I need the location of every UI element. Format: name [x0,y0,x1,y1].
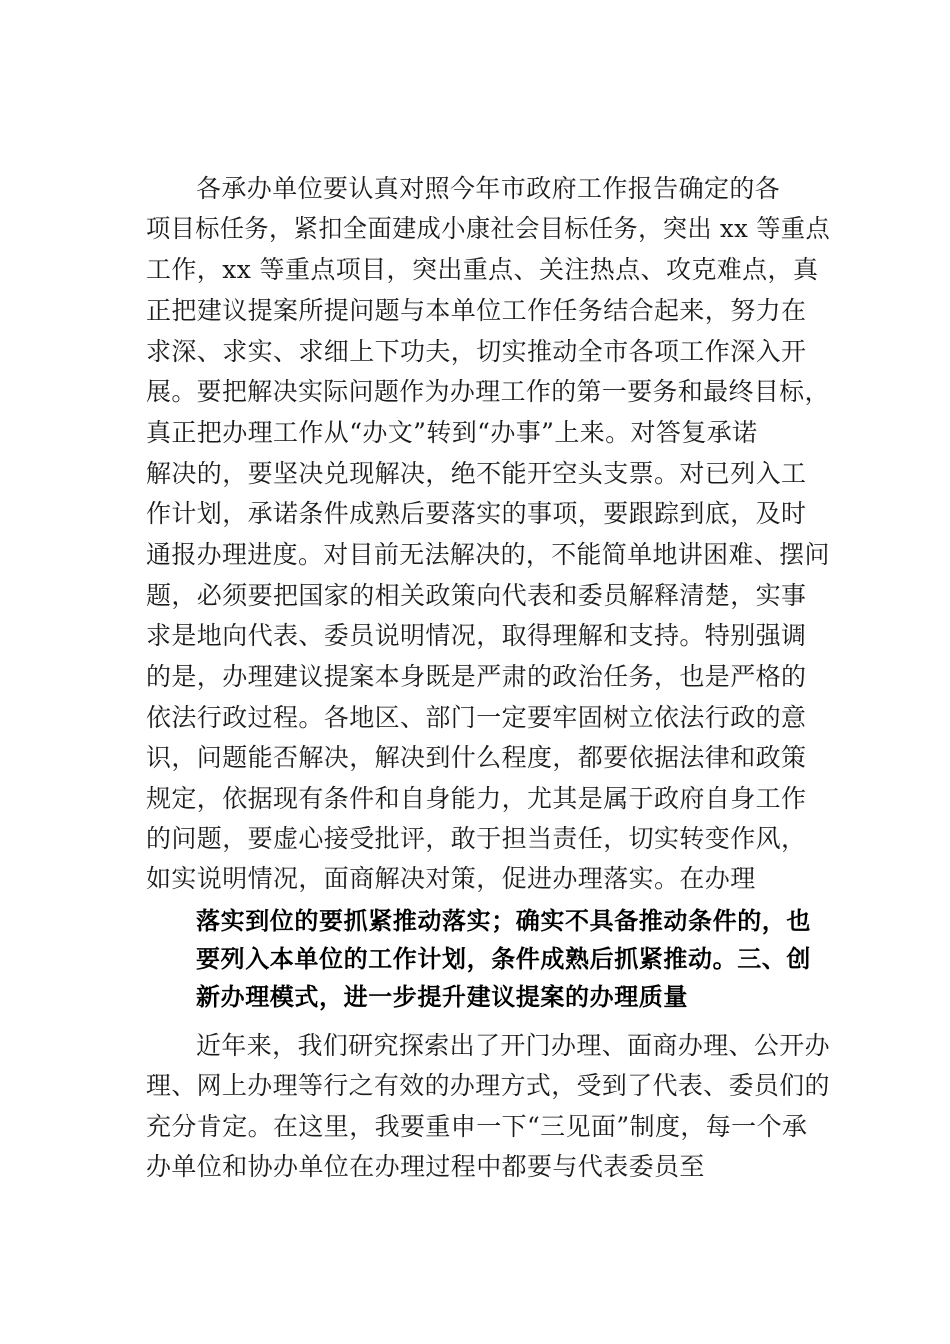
paragraph-1-line: 求是地向代表、委员说明情况，取得理解和支持。特别强调 [146,621,807,650]
paragraph-1-line: 的问题，要虚心接受批评，敢于担当责任，切实转变作风， [146,824,807,853]
paragraph-1-line: 展。要把解决实际问题作为办理工作的第一要务和最终目标， [146,377,830,406]
paragraph-1-line: 识，问题能否解决，解决到什么程度，都要依据法律和政策 [146,743,807,772]
paragraph-1-line: 工作，xx 等重点项目，突出重点、关注热点、攻克难点，真 [146,255,819,284]
paragraph-1-line: 的是，办理建议提案本身既是严肃的政治任务，也是严格的 [146,662,807,691]
paragraph-2-line: 理、网上办理等行之有效的办理方式，受到了代表、委员们的 [146,1071,830,1100]
paragraph-1-line: 作计划，承诺条件成熟后要落实的事项，要跟踪到底，及时 [146,499,807,528]
paragraph-1-line: 规定，依据现有条件和自身能力，尤其是属于政府自身工作 [146,784,807,813]
section-heading-line: 落实到位的要抓紧推动落实；确实不具备推动条件的，也 [196,907,811,935]
section-heading-line: 新办理模式，进一步提升建议提案的办理质量 [196,983,688,1011]
paragraph-2-line: 办单位和协办单位在办理过程中都要与代表委员至 [146,1152,705,1181]
paragraph-1-line: 如实说明情况，面商解决对策，促进办理落实。在办理 [146,864,756,893]
paragraph-2-line: 充分肯定。在这里，我要重申一下“三见面”制度，每一个承 [146,1112,808,1141]
paragraph-1-line: 正把建议提案所提问题与本单位工作任务结合起来，努力在 [146,296,807,325]
paragraph-1-line: 依法行政过程。各地区、部门一定要牢固树立依法行政的意 [146,703,807,732]
paragraph-1-line: 项目标任务，紧扣全面建成小康社会目标任务，突出 xx 等重点 [146,214,831,243]
section-heading-line: 要列入本单位的工作计划，条件成熟后抓紧推动。三、创 [196,945,811,973]
paragraph-1-line: 通报办理进度。对目前无法解决的，不能简单地讲困难、摆问 [146,540,830,569]
paragraph-1-line: 题，必须要把国家的相关政策向代表和委员解释清楚，实事 [146,581,807,610]
paragraph-1-line: 各承办单位要认真对照今年市政府工作报告确定的各 [196,174,781,203]
paragraph-1-line: 求深、求实、求细上下功夫，切实推动全市各项工作深入开 [146,337,807,366]
paragraph-2-line: 近年来，我们研究探索出了开门办理、面商办理、公开办 [196,1031,830,1060]
paragraph-1-line: 解决的，要坚决兑现解决，绝不能开空头支票。对已列入工 [146,459,807,488]
paragraph-1-line: 真正把办理工作从“办文”转到“办事”上来。对答复承诺 [146,418,758,447]
